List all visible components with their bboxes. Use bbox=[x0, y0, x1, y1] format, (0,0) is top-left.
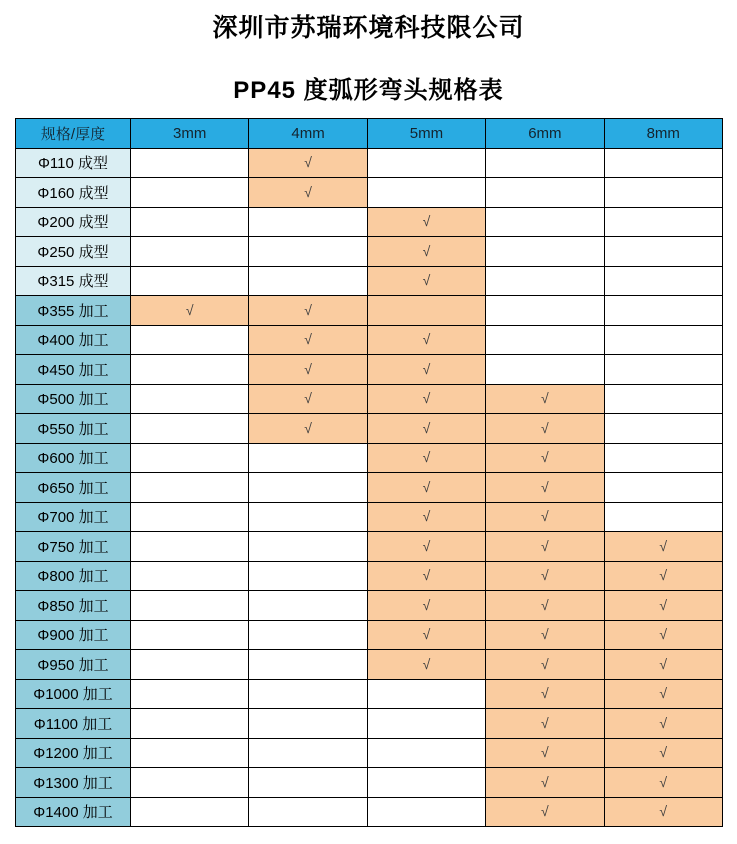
check-mark: √ bbox=[659, 714, 668, 731]
spec-cell bbox=[131, 620, 249, 650]
table-row bbox=[16, 384, 723, 414]
spec-cell bbox=[486, 296, 604, 326]
spec-cell bbox=[604, 384, 722, 414]
spec-cell bbox=[486, 591, 604, 621]
spec-cell bbox=[367, 325, 485, 355]
table-row bbox=[16, 620, 723, 650]
spec-cell bbox=[604, 207, 722, 237]
spec-cell bbox=[604, 738, 722, 768]
check-mark: √ bbox=[659, 685, 668, 702]
spec-cell bbox=[131, 384, 249, 414]
row-label: Φ800 加工 bbox=[16, 561, 131, 591]
spec-cell bbox=[486, 532, 604, 562]
check-mark: √ bbox=[541, 744, 549, 761]
spec-cell bbox=[249, 591, 367, 621]
row-label: Φ850 加工 bbox=[16, 591, 131, 621]
col-header-6mm: 6mm bbox=[486, 119, 604, 149]
spec-cell bbox=[604, 473, 722, 503]
row-label: Φ315 成型 bbox=[16, 266, 131, 296]
row-label: Φ500 加工 bbox=[16, 384, 131, 414]
spec-cell bbox=[486, 325, 604, 355]
check-mark: √ bbox=[541, 478, 549, 495]
page bbox=[0, 8, 737, 827]
spec-cell bbox=[249, 325, 367, 355]
spec-cell bbox=[249, 502, 367, 532]
check-mark: √ bbox=[304, 360, 312, 377]
spec-cell bbox=[249, 650, 367, 680]
spec-cell bbox=[367, 414, 485, 444]
spec-cell bbox=[604, 679, 722, 709]
check-mark: √ bbox=[422, 596, 431, 613]
row-label: Φ110 成型 bbox=[16, 148, 131, 178]
check-mark: √ bbox=[422, 213, 431, 230]
check-mark: √ bbox=[659, 773, 668, 790]
spec-cell bbox=[604, 768, 722, 798]
row-label: Φ250 成型 bbox=[16, 237, 131, 267]
spec-cell bbox=[249, 207, 367, 237]
spec-cell bbox=[367, 296, 485, 326]
table-row bbox=[16, 414, 723, 444]
spec-cell bbox=[367, 679, 485, 709]
row-label: Φ200 成型 bbox=[16, 207, 131, 237]
row-label: Φ650 加工 bbox=[16, 473, 131, 503]
check-mark: √ bbox=[304, 419, 312, 436]
row-label: Φ950 加工 bbox=[16, 650, 131, 680]
spec-cell bbox=[486, 797, 604, 827]
check-mark: √ bbox=[422, 272, 431, 289]
spec-cell bbox=[367, 502, 485, 532]
check-mark: √ bbox=[304, 390, 312, 407]
table-row bbox=[16, 679, 723, 709]
spec-cell bbox=[131, 738, 249, 768]
row-label: Φ400 加工 bbox=[16, 325, 131, 355]
check-mark: √ bbox=[541, 390, 549, 407]
spec-cell bbox=[131, 532, 249, 562]
spec-cell bbox=[486, 355, 604, 385]
spec-cell bbox=[131, 178, 249, 208]
table-title: PP45 度弧形弯头规格表 bbox=[233, 77, 504, 104]
spec-cell bbox=[131, 443, 249, 473]
check-mark: √ bbox=[659, 596, 668, 613]
spec-cell bbox=[486, 207, 604, 237]
table-row bbox=[16, 532, 723, 562]
spec-cell bbox=[131, 650, 249, 680]
table-row bbox=[16, 178, 723, 208]
spec-cell bbox=[367, 738, 485, 768]
table-row bbox=[16, 296, 723, 326]
check-mark: √ bbox=[422, 626, 431, 643]
table-row bbox=[16, 768, 723, 798]
spec-cell bbox=[131, 561, 249, 591]
spec-cell bbox=[367, 561, 485, 591]
check-mark: √ bbox=[541, 714, 549, 731]
spec-cell bbox=[486, 414, 604, 444]
spec-cell bbox=[367, 473, 485, 503]
spec-cell bbox=[486, 384, 604, 414]
check-mark: √ bbox=[659, 626, 668, 643]
spec-cell bbox=[367, 384, 485, 414]
row-label: Φ355 加工 bbox=[16, 296, 131, 326]
row-label: Φ1100 加工 bbox=[16, 709, 131, 739]
spec-cell bbox=[367, 207, 485, 237]
spec-cell bbox=[604, 797, 722, 827]
spec-cell bbox=[486, 620, 604, 650]
row-label: Φ600 加工 bbox=[16, 443, 131, 473]
spec-cell bbox=[486, 237, 604, 267]
spec-cell bbox=[604, 650, 722, 680]
spec-cell bbox=[367, 266, 485, 296]
spec-cell bbox=[249, 384, 367, 414]
spec-cell bbox=[486, 266, 604, 296]
spec-cell bbox=[131, 591, 249, 621]
spec-cell bbox=[367, 797, 485, 827]
spec-cell bbox=[486, 561, 604, 591]
col-header-4mm: 4mm bbox=[249, 119, 367, 149]
check-mark: √ bbox=[304, 154, 312, 171]
table-row bbox=[16, 355, 723, 385]
company-title: 深圳市苏瑞环境科技限公司 bbox=[212, 14, 525, 42]
check-mark: √ bbox=[541, 596, 549, 613]
table-row bbox=[16, 738, 723, 768]
spec-cell bbox=[249, 443, 367, 473]
spec-cell bbox=[604, 709, 722, 739]
check-mark: √ bbox=[185, 301, 194, 318]
check-mark: √ bbox=[422, 508, 431, 525]
spec-cell bbox=[604, 325, 722, 355]
col-header-3mm: 3mm bbox=[131, 119, 249, 149]
check-mark: √ bbox=[422, 537, 431, 554]
row-label: Φ550 加工 bbox=[16, 414, 131, 444]
table-row bbox=[16, 443, 723, 473]
spec-cell bbox=[604, 591, 722, 621]
table-row bbox=[16, 797, 723, 827]
spec-table bbox=[15, 118, 723, 827]
check-mark: √ bbox=[304, 183, 312, 200]
spec-cell bbox=[249, 561, 367, 591]
spec-cell bbox=[131, 473, 249, 503]
spec-cell bbox=[367, 237, 485, 267]
spec-cell bbox=[367, 650, 485, 680]
check-mark: √ bbox=[422, 360, 431, 377]
header-row bbox=[16, 119, 723, 149]
check-mark: √ bbox=[422, 419, 431, 436]
row-label: Φ900 加工 bbox=[16, 620, 131, 650]
check-mark: √ bbox=[422, 449, 431, 466]
spec-cell bbox=[486, 443, 604, 473]
row-label: Φ450 加工 bbox=[16, 355, 131, 385]
spec-cell bbox=[249, 620, 367, 650]
spec-cell bbox=[249, 473, 367, 503]
spec-cell bbox=[367, 178, 485, 208]
spec-cell bbox=[131, 679, 249, 709]
check-mark: √ bbox=[659, 803, 668, 820]
spec-cell bbox=[367, 355, 485, 385]
spec-cell bbox=[131, 768, 249, 798]
spec-cell bbox=[131, 797, 249, 827]
check-mark: √ bbox=[541, 685, 549, 702]
spec-cell bbox=[604, 620, 722, 650]
check-mark: √ bbox=[659, 744, 668, 761]
row-label: Φ160 成型 bbox=[16, 178, 131, 208]
check-mark: √ bbox=[541, 537, 549, 554]
spec-cell bbox=[131, 296, 249, 326]
spec-cell bbox=[367, 709, 485, 739]
spec-cell bbox=[604, 148, 722, 178]
spec-cell bbox=[367, 768, 485, 798]
spec-cell bbox=[249, 148, 367, 178]
table-row bbox=[16, 650, 723, 680]
spec-table-body bbox=[16, 119, 723, 827]
spec-cell bbox=[249, 355, 367, 385]
spec-cell bbox=[131, 148, 249, 178]
spec-cell bbox=[367, 591, 485, 621]
row-label: Φ700 加工 bbox=[16, 502, 131, 532]
check-mark: √ bbox=[541, 626, 549, 643]
spec-cell bbox=[486, 768, 604, 798]
check-mark: √ bbox=[304, 301, 312, 318]
spec-cell bbox=[486, 738, 604, 768]
check-mark: √ bbox=[541, 567, 549, 584]
spec-cell bbox=[486, 650, 604, 680]
spec-cell bbox=[604, 296, 722, 326]
table-row bbox=[16, 148, 723, 178]
col-header-8mm: 8mm bbox=[604, 119, 722, 149]
check-mark: √ bbox=[659, 655, 668, 672]
spec-cell bbox=[249, 797, 367, 827]
check-mark: √ bbox=[541, 803, 549, 820]
spec-cell bbox=[604, 561, 722, 591]
spec-cell bbox=[367, 443, 485, 473]
spec-cell bbox=[249, 679, 367, 709]
check-mark: √ bbox=[659, 537, 668, 554]
spec-cell bbox=[131, 414, 249, 444]
spec-cell bbox=[131, 355, 249, 385]
check-mark: √ bbox=[541, 508, 549, 525]
spec-cell bbox=[604, 355, 722, 385]
spec-cell bbox=[604, 178, 722, 208]
spec-cell bbox=[249, 296, 367, 326]
spec-cell bbox=[131, 237, 249, 267]
spec-cell bbox=[249, 768, 367, 798]
row-label: Φ1300 加工 bbox=[16, 768, 131, 798]
spec-cell bbox=[486, 148, 604, 178]
check-mark: √ bbox=[541, 773, 549, 790]
spec-cell bbox=[604, 502, 722, 532]
table-row bbox=[16, 473, 723, 503]
row-label: Φ750 加工 bbox=[16, 532, 131, 562]
check-mark: √ bbox=[422, 478, 431, 495]
spec-cell bbox=[604, 414, 722, 444]
spec-cell bbox=[249, 738, 367, 768]
spec-cell bbox=[486, 709, 604, 739]
table-row bbox=[16, 561, 723, 591]
check-mark: √ bbox=[541, 449, 549, 466]
table-row bbox=[16, 266, 723, 296]
table-row bbox=[16, 325, 723, 355]
row-label: Φ1200 加工 bbox=[16, 738, 131, 768]
spec-cell bbox=[486, 502, 604, 532]
spec-cell bbox=[249, 266, 367, 296]
spec-cell bbox=[604, 443, 722, 473]
spec-cell bbox=[367, 532, 485, 562]
table-row bbox=[16, 502, 723, 532]
spec-cell bbox=[249, 237, 367, 267]
check-mark: √ bbox=[659, 567, 668, 584]
spec-cell bbox=[486, 679, 604, 709]
col-header-5mm: 5mm bbox=[367, 119, 485, 149]
table-row bbox=[16, 207, 723, 237]
corner-header: 规格/厚度 bbox=[16, 119, 131, 149]
check-mark: √ bbox=[304, 331, 312, 348]
row-label: Φ1400 加工 bbox=[16, 797, 131, 827]
table-row bbox=[16, 709, 723, 739]
spec-cell bbox=[131, 266, 249, 296]
row-label: Φ1000 加工 bbox=[16, 679, 131, 709]
check-mark: √ bbox=[422, 655, 431, 672]
table-row bbox=[16, 237, 723, 267]
check-mark: √ bbox=[422, 390, 431, 407]
spec-cell bbox=[367, 148, 485, 178]
spec-cell bbox=[604, 237, 722, 267]
check-mark: √ bbox=[541, 419, 549, 436]
spec-cell bbox=[604, 532, 722, 562]
spec-cell bbox=[249, 709, 367, 739]
spec-cell bbox=[486, 178, 604, 208]
check-mark: √ bbox=[541, 655, 549, 672]
spec-cell bbox=[131, 207, 249, 237]
spec-cell bbox=[367, 620, 485, 650]
check-mark: √ bbox=[422, 567, 431, 584]
spec-cell bbox=[249, 178, 367, 208]
spec-cell bbox=[131, 709, 249, 739]
spec-cell bbox=[249, 414, 367, 444]
spec-cell bbox=[249, 532, 367, 562]
spec-cell bbox=[486, 473, 604, 503]
check-mark: √ bbox=[422, 242, 431, 259]
table-row bbox=[16, 591, 723, 621]
spec-cell bbox=[131, 502, 249, 532]
check-mark: √ bbox=[422, 331, 431, 348]
spec-cell bbox=[604, 266, 722, 296]
spec-cell bbox=[131, 325, 249, 355]
